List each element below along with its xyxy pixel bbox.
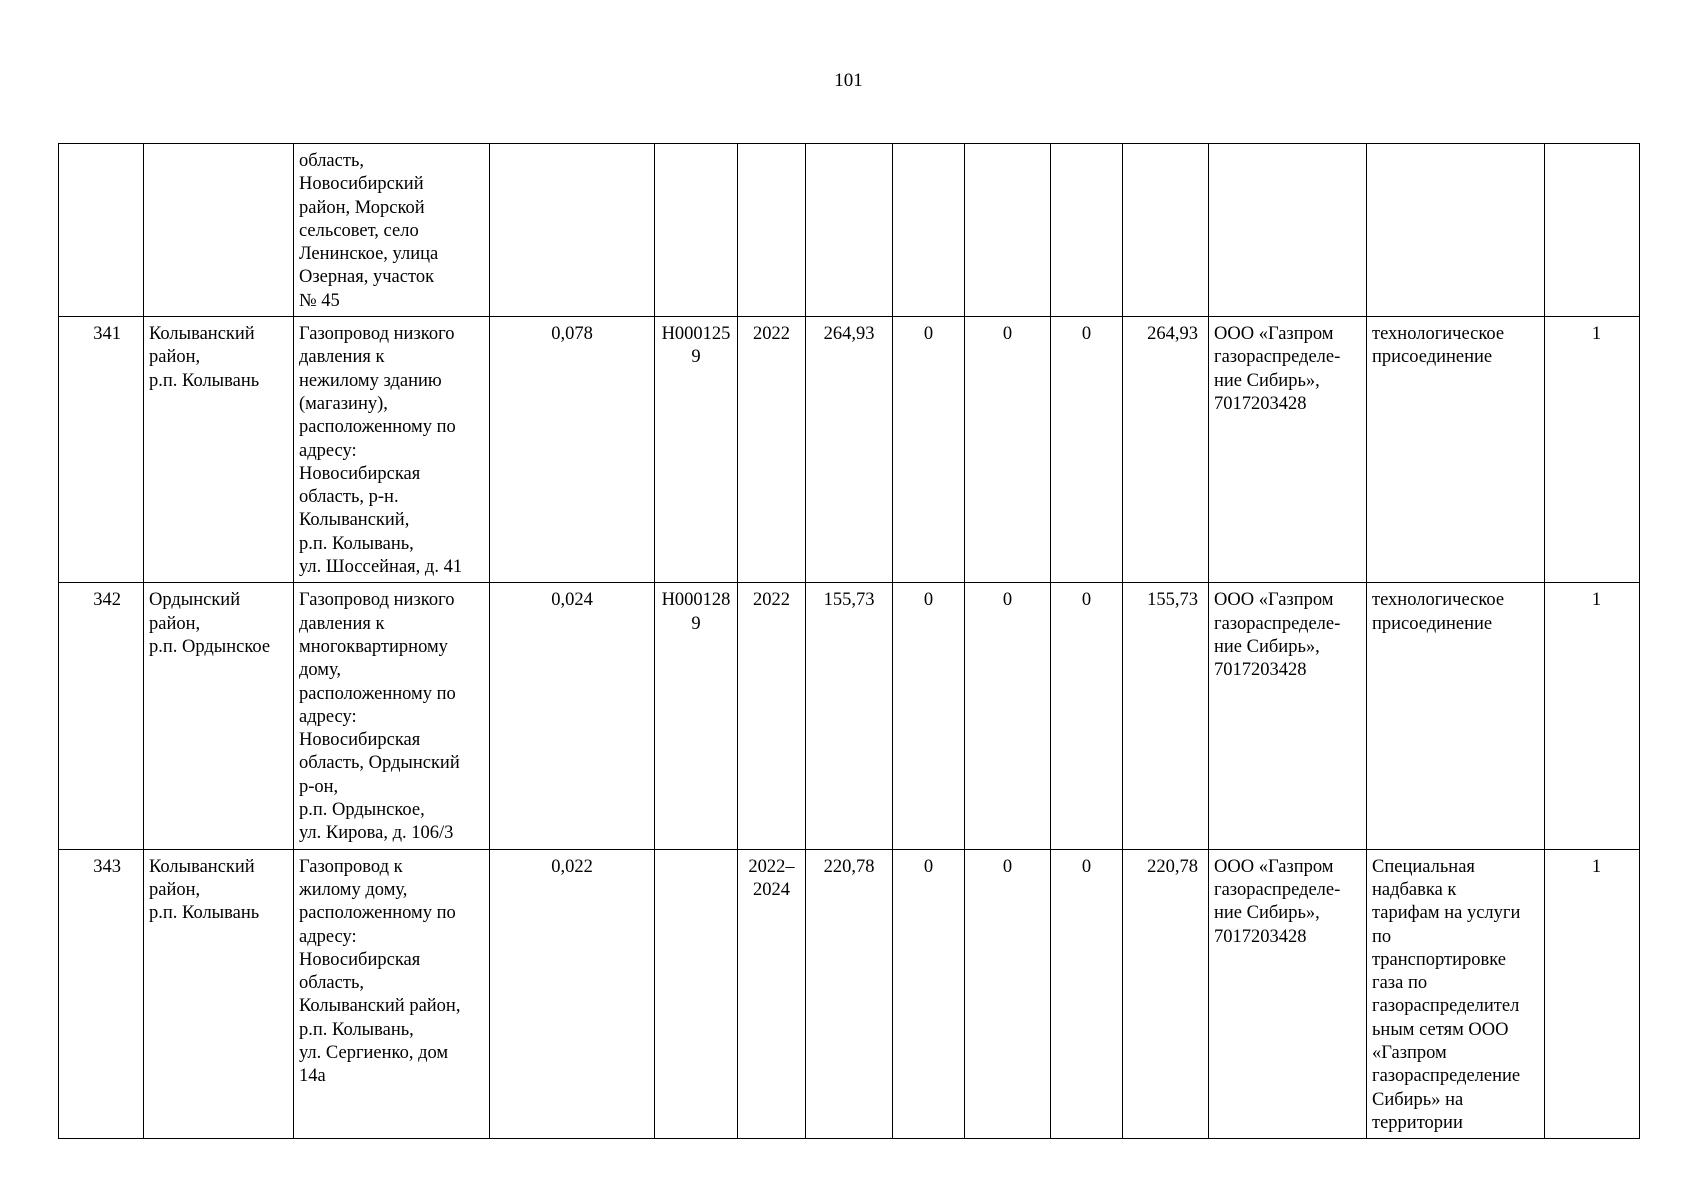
funding-source-cell [1367,144,1545,317]
amount-cell [1123,144,1209,317]
total-cell: 155,73 [806,583,893,849]
location-cell [144,144,294,317]
amount-cell: 0 [1051,317,1123,583]
amount-cell: 0 [965,317,1051,583]
organization-cell [1209,144,1367,317]
table-row [59,583,1640,849]
location-cell: Ордынский район, р.п. Ордынское [144,583,294,849]
amount-cell [893,144,965,317]
amount-cell: 264,93 [1123,317,1209,583]
code-cell: Н000128 9 [655,583,738,849]
object-cell: Газопровод низкого давления к нежилому зданию (магазину), расположенному по адресу: Новосибирская область, р-н. Колыванский, р.п. Колывань, ул. Шоссейная, д. 41 [294,317,490,583]
years-cell: 2022 [738,317,806,583]
years-cell: 2022 [738,583,806,849]
code-cell [655,849,738,1139]
amount-cell: 0 [965,583,1051,849]
years-cell [738,144,806,317]
length-cell [490,144,655,317]
amount-cell [965,144,1051,317]
location-cell: Колыванский район, р.п. Колывань [144,849,294,1139]
row-number: 341 [59,317,144,583]
organization-cell: ООО «Газпром газораспределе- ние Сибирь», 7017203428 [1209,317,1367,583]
amount-cell: 155,73 [1123,583,1209,849]
row-number [59,144,144,317]
amount-cell: 0 [893,317,965,583]
object-cell: Газопровод к жилому дому, расположенному по адресу: Новосибирская область, Колыванский район, р.п. Колывань, ул. Сергиенко, дом 14а [294,849,490,1139]
length-cell: 0,024 [490,583,655,849]
count-cell: 1 [1545,583,1640,849]
funding-source-cell: технологическое присоединение [1367,317,1545,583]
row-number: 342 [59,583,144,849]
object-cell: Газопровод низкого давления к многоквартирному дому, расположенному по адресу: Новосибирская область, Ордынский р-он, р.п. Ордынское, ул. Кирова, д. 106/3 [294,583,490,849]
row-number: 343 [59,849,144,1139]
total-cell [806,144,893,317]
investment-table [58,143,1640,1139]
length-cell: 0,022 [490,849,655,1139]
organization-cell: ООО «Газпром газораспределе- ние Сибирь», 7017203428 [1209,849,1367,1139]
amount-cell [1051,144,1123,317]
length-cell: 0,078 [490,317,655,583]
object-cell: область, Новосибирский район, Морской сельсовет, село Ленинское, улица Озерная, участок № 45 [294,144,490,317]
table-row [59,317,1640,583]
count-cell: 1 [1545,317,1640,583]
count-cell [1545,144,1640,317]
total-cell: 220,78 [806,849,893,1139]
count-cell: 1 [1545,849,1640,1139]
total-cell: 264,93 [806,317,893,583]
funding-source-cell: технологическое присоединение [1367,583,1545,849]
years-cell: 2022– 2024 [738,849,806,1139]
amount-cell: 0 [893,849,965,1139]
location-cell: Колыванский район, р.п. Колывань [144,317,294,583]
table-row [59,849,1640,1139]
amount-cell: 0 [1051,849,1123,1139]
funding-source-cell: Специальная надбавка к тарифам на услуги по транспортировке газа по газораспределител ьным сетям ООО «Газпром газораспределение Сибирь» на территории [1367,849,1545,1139]
page-number: 101 [834,70,863,91]
amount-cell: 0 [1051,583,1123,849]
organization-cell: ООО «Газпром газораспределе- ние Сибирь», 7017203428 [1209,583,1367,849]
amount-cell: 220,78 [1123,849,1209,1139]
amount-cell: 0 [965,849,1051,1139]
table-row [59,144,1640,317]
code-cell: Н000125 9 [655,317,738,583]
code-cell [655,144,738,317]
amount-cell: 0 [893,583,965,849]
